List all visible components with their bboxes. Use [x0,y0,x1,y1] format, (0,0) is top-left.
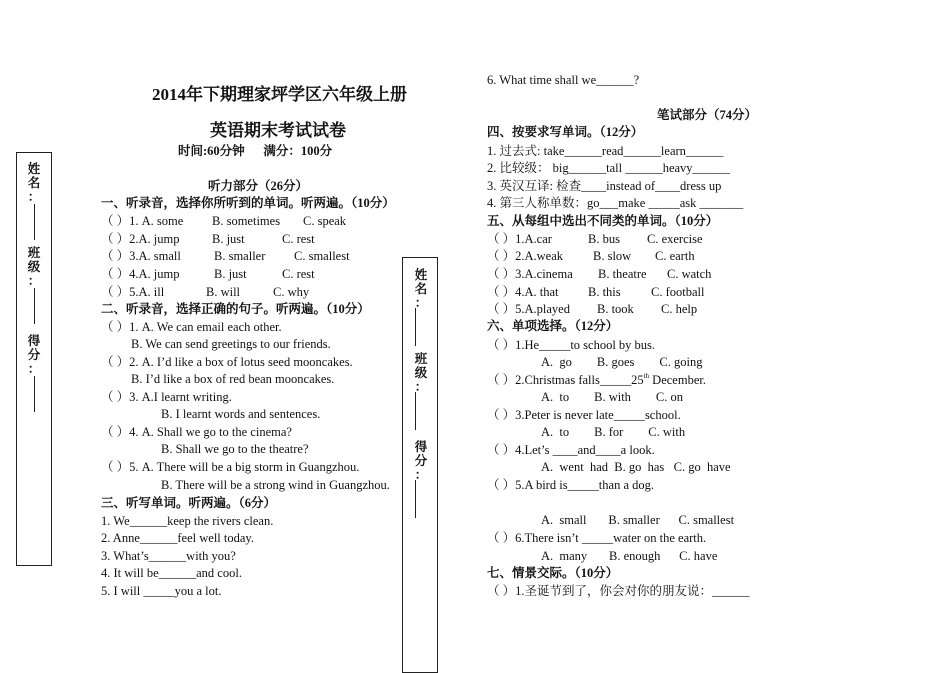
question-2-options: A. to B. with C. on [541,390,684,404]
question-4-options: A. went had B. go has C. go have [541,460,731,474]
question-6: （ ）6.There isn’t _____water on the earth. [487,531,707,545]
question-5-options: A. small B. smaller C. smallest [541,513,735,527]
option-c: C. why [273,285,310,299]
question-2: （ ）2.Christmas falls_____25th December. [487,372,706,387]
time-info: 时间:60分钟 满分：100分 [178,144,333,158]
list-item: 1. 过去式: take______read______learn______ [487,144,724,158]
left-class-label: 班 级 ： [27,246,41,288]
list-item: （ ）1. A. some [101,214,184,228]
option-b: B. this [588,285,621,299]
mid-name-label: 姓 名 ： [414,268,428,310]
section7-title: 七、情景交际。（10分） [487,566,619,580]
list-item: （ ）4.A. that [487,285,559,299]
left-name-label: 姓 名 ： [27,162,41,204]
list-item: （ ）4.A. jump [101,267,180,281]
list-item: 4. 第三人称单数：go___make _____ask _______ [487,196,744,210]
question-3: （ ）3.Peter is never late_____school. [487,408,681,422]
question-1: （ ）1.He_____to school by bus. [487,338,656,352]
title-line2: 英语期末考试试卷 [210,121,346,140]
list-item: 4. It will be______and cool. [101,566,242,580]
superscript-th: th [643,372,650,380]
option-c: C. exercise [647,232,703,246]
question-3-options: A. to B. for C. with [541,425,686,439]
section6-title: 六、单项选择。（12分） [487,319,619,333]
option-b: B. will [206,285,241,299]
list-item: （ ）2.A. jump [101,232,180,246]
section5-title: 五、从每组中选出不同类的单词。（10分） [487,214,719,228]
list-item: （ ）1.A.car [487,232,552,246]
section2-title: 二、听录音，选择正确的句子。听两遍。（10分） [101,302,370,316]
list-item: B. I learnt words and sentences. [161,407,321,421]
option-b: B. just [212,232,245,246]
mid-score-label: 得 分 ： [414,440,428,482]
option-c: C. watch [667,267,712,281]
mid-name-line [415,308,416,346]
list-item: 6. What time shall we______? [487,73,640,87]
option-c: C. rest [282,232,315,246]
list-item: （ ）1. A. We can email each other. [101,320,282,334]
list-item: （ ）5.A. ill [101,285,165,299]
question-4: （ ）4.Let’s ____and____a look. [487,443,655,457]
question-7-1: （ ）1.圣诞节到了，你会对你的朋友说：______ [487,584,750,598]
option-b: B. bus [588,232,620,246]
option-c: C. speak [303,214,347,228]
option-b: B. slow [593,249,632,263]
list-item: （ ）2. A. I’d like a box of lotus seed mooncakes. [101,355,353,369]
list-item: B. Shall we go to the theatre? [161,442,309,456]
list-item: 3. 英汉互译: 检查____instead of____dress up [487,179,722,193]
option-c: C. football [651,285,705,299]
left-score-line [34,376,35,412]
option-b: B. sometimes [212,214,281,228]
option-c: C. smallest [294,249,350,263]
option-b: B. theatre [598,267,647,281]
section3-title: 三、听写单词。听两遍。（6分） [101,496,277,510]
option-b: B. took [597,302,634,316]
mid-class-label: 班 级 ： [414,352,428,394]
option-c: C. help [661,302,698,316]
title-line1: 2014年下期理家坪学区六年级上册 [152,85,407,104]
list-item: B. There will be a strong wind in Guangzhou. [161,478,390,492]
section1-title: 一、听录音，选择你所听到的单词。听两遍。（10分） [101,196,395,210]
mid-score-line [415,480,416,518]
left-score-label: 得 分 ： [27,334,41,376]
list-item: （ ）4. A. Shall we go to the cinema? [101,425,292,439]
list-item: （ ）5.A.played [487,302,570,316]
list-item: 1. We______keep the rivers clean. [101,514,274,528]
option-c: C. earth [655,249,695,263]
list-item: （ ）3. A.I learnt writing. [101,390,232,404]
written-header: 笔试部分（74分） [657,108,758,122]
list-item: （ ）2.A.weak [487,249,564,263]
left-name-line [34,204,35,240]
left-class-line [34,288,35,324]
list-item: B. We can send greetings to our friends. [131,337,331,351]
list-item: （ ）5. A. There will be a big storm in Guangzhou. [101,460,360,474]
list-item: （ ）3.A.cinema [487,267,573,281]
list-item: 2. 比较级： big______tall ______heavy______ [487,161,731,175]
mid-class-line [415,392,416,430]
list-item: 2. Anne______feel well today. [101,531,254,545]
option-c: C. rest [282,267,315,281]
list-item: （ ）3.A. small [101,249,181,263]
listening-header: 听力部分（26分） [208,179,309,193]
list-item: 3. What’s______with you? [101,549,236,563]
list-item: B. I’d like a box of red bean mooncakes. [131,372,335,386]
list-item: 5. I will _____you a lot. [101,584,222,598]
option-b: B. smaller [214,249,266,263]
question-1-options: A. go B. goes C. going [541,355,703,369]
question-6-options: A. many B. enough C. have [541,549,718,563]
option-b: B. just [214,267,247,281]
section4-title: 四、按要求写单词。（12分） [487,125,644,139]
question-5: （ ）5.A bird is_____than a dog. [487,478,655,492]
